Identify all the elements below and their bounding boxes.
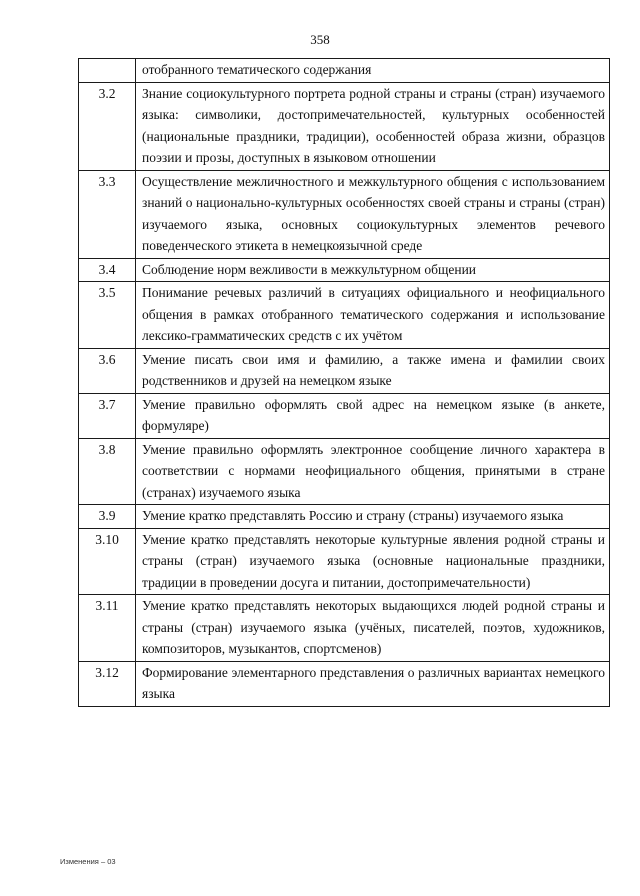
page-number: 358 [310, 32, 330, 47]
row-text: Умение кратко представлять некоторые культурные явления родной страны и страны (стран) изучаемого языка (основные национальные праздники, традиции в проведении досуга и питании, достопримечательности) [136, 528, 610, 595]
table-row [79, 82, 610, 170]
row-number: 3.3 [79, 170, 136, 258]
row-text: Умение писать свои имя и фамилию, а также имена и фамилии своих родственников и друзей на немецком языке [136, 348, 610, 393]
row-number [79, 59, 136, 83]
table-row [79, 595, 610, 662]
row-number: 3.12 [79, 661, 136, 706]
row-text: Умение правильно оформлять свой адрес на немецком языке (в анкете, формуляре) [136, 393, 610, 438]
footer-revision-note: Изменения – 03 [60, 857, 116, 866]
table-row [79, 505, 610, 529]
table-row [79, 661, 610, 706]
row-number: 3.8 [79, 438, 136, 505]
row-text: отобранного тематического содержания [136, 59, 610, 83]
row-text: Умение кратко представлять некоторых выдающихся людей родной страны и страны (стран) изучаемого языка (учёных, писателей, поэтов, художников, композиторов, музыкантов, спортсменов) [136, 595, 610, 662]
row-number: 3.5 [79, 282, 136, 349]
table-row [79, 348, 610, 393]
requirements-table [78, 58, 610, 707]
table-row [79, 282, 610, 349]
table-row [79, 528, 610, 595]
row-number: 3.6 [79, 348, 136, 393]
row-text: Знание социокультурного портрета родной страны и страны (стран) изучаемого языка: символики, достопримечательностей, культурных особенностей (национальные праздники, традиции), особенностей образа жизни, образцов поэзии и прозы, доступных в языковом отношении [136, 82, 610, 170]
row-number: 3.7 [79, 393, 136, 438]
row-text: Соблюдение норм вежливости в межкультурном общении [136, 258, 610, 282]
row-text: Осуществление межличностного и межкультурного общения с использованием знаний о национально-культурных особенностях своей страны и страны (стран) изучаемого языка, основных социокультурных элементов речевого поведенческого этикета в немецкоязычной среде [136, 170, 610, 258]
row-text: Умение кратко представлять Россию и страну (страны) изучаемого языка [136, 505, 610, 529]
row-number: 3.10 [79, 528, 136, 595]
table-row [79, 438, 610, 505]
row-number: 3.4 [79, 258, 136, 282]
row-number: 3.11 [79, 595, 136, 662]
table-row [79, 393, 610, 438]
row-text: Формирование элементарного представления о различных вариантах немецкого языка [136, 661, 610, 706]
row-number: 3.2 [79, 82, 136, 170]
table-row [79, 258, 610, 282]
row-number: 3.9 [79, 505, 136, 529]
row-text: Умение правильно оформлять электронное сообщение личного характера в соответствии с нормами неофициального общения, принятыми в стране (странах) изучаемого языка [136, 438, 610, 505]
table-row [79, 59, 610, 83]
table-row [79, 170, 610, 258]
row-text: Понимание речевых различий в ситуациях официального и неофициального общения в рамках отобранного тематического содержания и использование лексико-грамматических средств с их учётом [136, 282, 610, 349]
